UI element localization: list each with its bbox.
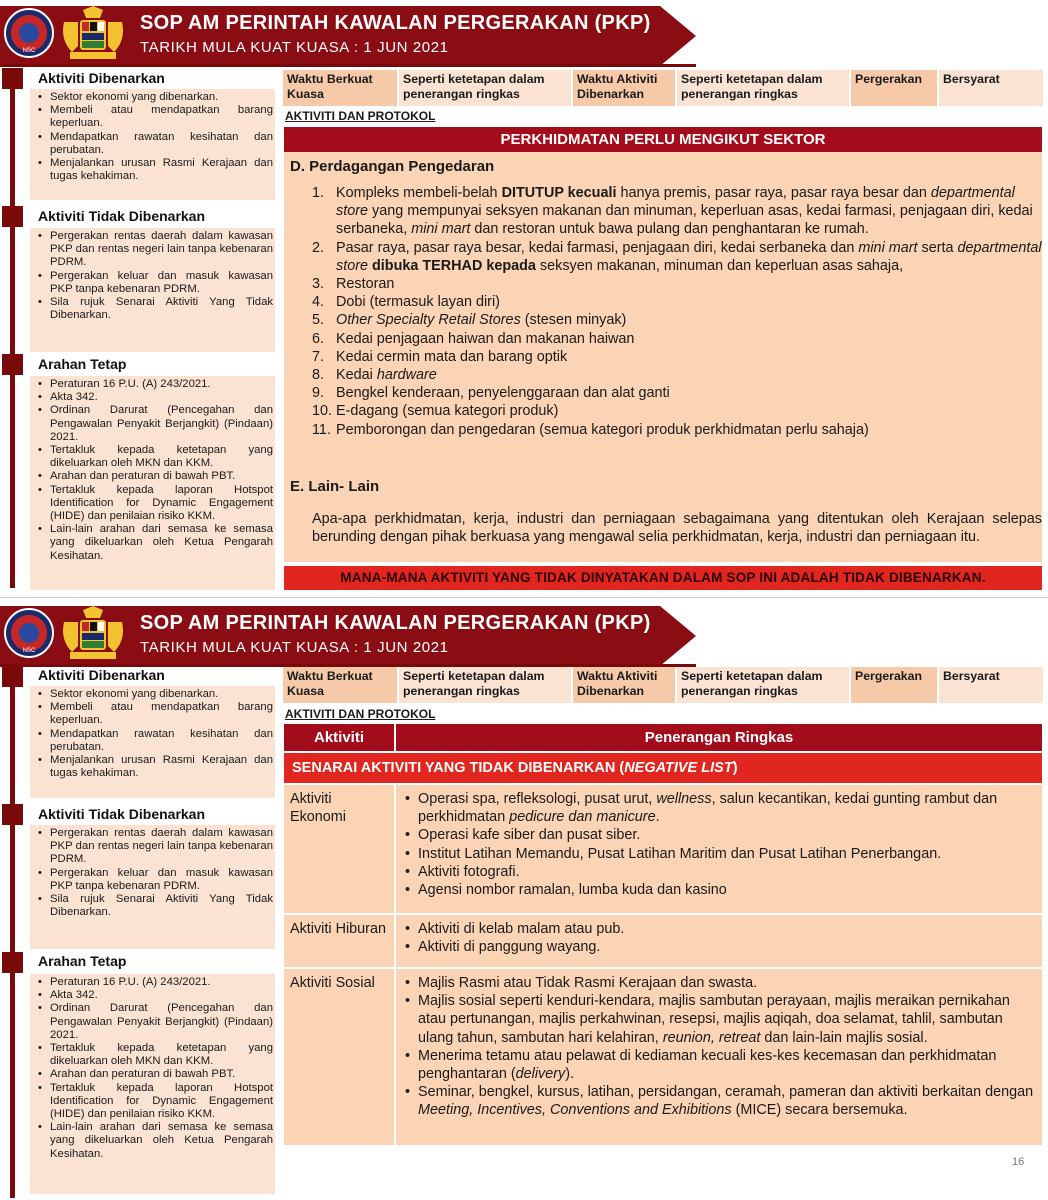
list-item: • Operasi spa, refleksologi, pusat urut, wellness, salun kecantikan, kedai gunting rambut dan perkhidmatan pedicure dan manicure. — [402, 790, 1036, 826]
page-title: SOP AM PERINTAH KAWALAN PERGERAKAN (PKP) — [140, 612, 651, 634]
section-marker-standing — [2, 952, 23, 973]
not-allowed-title: Aktiviti Tidak Dibenarkan — [38, 806, 206, 822]
row-body-economy — [396, 785, 1042, 913]
column-header-description: Penerangan Ringkas — [396, 724, 1042, 751]
item-number: 11. — [312, 421, 331, 438]
list-item: • Pergerakan rentas daerah dalam kawasan PKP dan rentas negeri lain tanpa kebenaran PDRM. — [36, 827, 273, 867]
list-item: • Lain-lain arahan dari semasa ke semasa yang dikeluarkan oleh Ketua Pengarah Kesihatan. — [36, 523, 273, 563]
list-item: • Menjalankan urusan Rasmi Kerajaan dan tugas kehakiman. — [36, 157, 273, 183]
item-text: Kedai cermin mata dan barang optik — [336, 348, 568, 365]
item-number: 3. — [312, 276, 325, 293]
warning-bar: MANA-MANA AKTIVITI YANG TIDAK DINYATAKAN DALAM SOP INI ADALAH TIDAK DIBENARKAN. — [284, 566, 1042, 590]
item-number: 4. — [312, 294, 325, 311]
allowed-title: Aktiviti Dibenarkan — [38, 667, 165, 683]
list-item: • Seminar, bengkel, kursus, latihan, persidangan, ceramah, pameran dan aktiviti berkaitan dengan Meeting, Incentives, Conventions and Exhibitions (MICE) secara bersemuka. — [402, 1083, 1036, 1119]
list-item: • Agensi nombor ramalan, lumba kuda dan kasino — [402, 881, 1036, 899]
column-header-activity: Aktiviti — [284, 724, 394, 751]
protocol-label: AKTIVITI DAN PROTOKOL — [285, 707, 436, 721]
negative-list-bar: SENARAI AKTIVITI YANG TIDAK DIBENARKAN (NEGATIVE LIST) — [284, 753, 1042, 783]
item-number: 10. — [312, 403, 333, 420]
numbered-item — [312, 402, 1042, 420]
sidebar-rail — [10, 68, 15, 588]
allowed-list — [36, 91, 273, 183]
section-marker-allowed — [2, 666, 23, 687]
list-item: • Ordinan Darurat (Pencegahan dan Pengawalan Penyakit Berjangkit) (Pindaan) 2021. — [36, 1002, 273, 1042]
effective-date: TARIKH MULA KUAT KUASA : 1 JUN 2021 — [140, 39, 449, 56]
info-cell-1: Waktu Berkuat Kuasa — [283, 70, 397, 106]
info-cell-3: Waktu Aktiviti Dibenarkan — [573, 667, 675, 703]
numbered-item — [312, 348, 1042, 366]
list-item: • Institut Latihan Memandu, Pusat Latihan Maritim dan Pusat Latihan Penerbangan. — [402, 845, 1036, 863]
item-text: Pemborongan dan pengedaran (semua kategori produk perkhidmatan perlu sahaja) — [336, 421, 869, 438]
list-item: • Sektor ekonomi yang dibenarkan. — [36, 688, 273, 701]
not-allowed-box — [30, 228, 275, 352]
numbered-item — [312, 239, 1042, 275]
effective-date: TARIKH MULA KUAT KUASA : 1 JUN 2021 — [140, 639, 449, 656]
standing-box — [30, 974, 275, 1194]
item-number: 5. — [312, 312, 325, 329]
info-cell-6: Bersyarat — [939, 70, 1043, 106]
numbered-item — [312, 311, 1042, 329]
list-item: • Aktiviti fotografi. — [402, 863, 1036, 881]
item-text: Pasar raya, pasar raya besar, kedai farmasi, penjagaan diri, kedai serbaneka dan mini mart serta departmental store dibuka TERHAD kepada seksyen makanan, minuman dan keperluan asas sahaja, — [336, 239, 1042, 274]
list-item: • Lain-lain arahan dari semasa ke semasa yang dikeluarkan oleh Ketua Pengarah Kesihatan. — [36, 1121, 273, 1161]
list-item: • Menerima tetamu atau pelawat di kediaman kecuali kes-kes kecemasan dan perkhidmatan penghantaran (delivery). — [402, 1047, 1036, 1083]
nsc-seal-icon — [4, 608, 54, 658]
allowed-title: Aktiviti Dibenarkan — [38, 70, 165, 86]
info-cell-2: Seperti ketetapan dalam penerangan ringkas — [399, 70, 571, 106]
item-text: Kedai hardware — [336, 367, 437, 384]
not-allowed-list — [36, 827, 273, 919]
list-item: • Akta 342. — [36, 989, 273, 1002]
info-row — [283, 70, 1043, 106]
numbered-item — [312, 275, 1042, 293]
list-item: • Arahan dan peraturan di bawah PBT. — [36, 470, 273, 483]
section-marker-not-allowed — [2, 804, 23, 825]
item-number: 6. — [312, 330, 325, 347]
standing-title: Arahan Tetap — [38, 953, 127, 969]
list-item: • Peraturan 16 P.U. (A) 243/2021. — [36, 378, 273, 391]
numbered-item — [312, 384, 1042, 402]
numbered-item — [312, 366, 1042, 384]
standing-list — [36, 378, 273, 563]
protocol-label: AKTIVITI DAN PROTOKOL — [285, 109, 436, 123]
allowed-list — [36, 688, 273, 780]
info-cell-5: Pergerakan — [851, 70, 937, 106]
section-marker-standing — [2, 354, 23, 375]
list-item: • Pergerakan keluar dan masuk kawasan PKP tanpa kebenaran PDRM. — [36, 867, 273, 893]
numbered-item — [312, 293, 1042, 311]
list-item: • Pergerakan keluar dan masuk kawasan PKP tanpa kebenaran PDRM. — [36, 270, 273, 296]
item-text: E-dagang (semua kategori produk) — [336, 403, 559, 420]
list-item: • Akta 342. — [36, 391, 273, 404]
list-item: • Majlis sosial seperti kenduri-kendara, majlis sambutan perayaan, majlis meraikan pernikahan atau pertunangan, majlis perkahwinan, resepsi, majlis aqiqah, doa selamat, tahlil, sambutan ulang tahun, sambutan hari kelahiran, reunion, retreat dan lain-lain majlis sosial. — [402, 992, 1036, 1047]
item-number: 2. — [312, 239, 325, 256]
not-allowed-title: Aktiviti Tidak Dibenarkan — [38, 208, 206, 224]
list-item: • Menjalankan urusan Rasmi Kerajaan dan tugas kehakiman. — [36, 754, 273, 780]
list-item: • Majlis Rasmi atau Tidak Rasmi Kerajaan dan swasta. — [402, 974, 1036, 992]
sidebar-rail — [10, 668, 15, 1198]
list-item: • Tertakluk kepada ketetapan yang dikeluarkan oleh MKN dan KKM. — [36, 1042, 273, 1068]
nsc-seal-icon — [4, 8, 54, 58]
not-allowed-list — [36, 230, 273, 322]
list-item: • Sila rujuk Senarai Aktiviti Yang Tidak Dibenarkan. — [36, 893, 273, 919]
item-number: 8. — [312, 367, 325, 384]
item-number: 7. — [312, 348, 325, 365]
header-underline — [0, 64, 696, 67]
list-item: • Pergerakan rentas daerah dalam kawasan PKP dan rentas negeri lain tanpa kebenaran PDRM. — [36, 230, 273, 270]
info-cell-4: Seperti ketetapan dalam penerangan ringkas — [677, 667, 849, 703]
numbered-item — [312, 421, 1042, 439]
standing-box — [30, 376, 275, 590]
section-e-heading: E. Lain- Lain — [290, 478, 380, 495]
allowed-box — [30, 686, 275, 798]
item-number: 9. — [312, 385, 325, 402]
numbered-item — [312, 184, 1042, 239]
not-allowed-box — [30, 825, 275, 949]
coat-of-arms-icon — [58, 606, 128, 662]
social-list — [402, 974, 1036, 1120]
slide-1 — [0, 0, 1048, 598]
list-item: • Sila rujuk Senarai Aktiviti Yang Tidak Dibenarkan. — [36, 296, 273, 322]
seal-text: NSC — [22, 648, 36, 654]
item-text: Bengkel kenderaan, penyelenggaraan dan alat ganti — [336, 385, 670, 402]
list-item: • Ordinan Darurat (Pencegahan dan Pengawalan Penyakit Berjangkit) (Pindaan) 2021. — [36, 404, 273, 444]
allowed-box — [30, 89, 275, 200]
item-text: Restoran — [336, 276, 395, 293]
item-text: Kompleks membeli-belah DITUTUP kecuali hanya premis, pasar raya, pasar raya besar dan departmental store yang mempunyai seksyen makanan dan minuman, keperluan asas, kedai farmasi, penjagaan diri, kedai serbaneka, mini mart dan restoran untuk bawa pulang dan penghantaran ke rumah. — [336, 185, 1033, 238]
list-item: • Tertakluk kepada ketetapan yang dikeluarkan oleh MKN dan KKM. — [36, 444, 273, 470]
info-cell-5: Pergerakan — [851, 667, 937, 703]
item-text: Dobi (termasuk layan diri) — [336, 294, 500, 311]
row-label-economy: Aktiviti Ekonomi — [284, 785, 394, 913]
list-item: • Tertakluk kepada laporan Hotspot Identification for Dynamic Engagement (HIDE) dan penilaian risiko KKM. — [36, 484, 273, 524]
standing-title: Arahan Tetap — [38, 356, 127, 372]
economy-list — [402, 790, 1036, 899]
section-e-text: Apa-apa perkhidmatan, kerja, industri dan perniagaan sebagaimana yang ditentukan oleh Kerajaan selepas berunding dengan pihak berkuasa yang mengawal selia perkhidmatan, kerja, industri dan perniagaan itu. — [312, 511, 1042, 546]
info-cell-2: Seperti ketetapan dalam penerangan ringkas — [399, 667, 571, 703]
row-body-entertainment — [396, 915, 1042, 967]
page-title: SOP AM PERINTAH KAWALAN PERGERAKAN (PKP) — [140, 12, 651, 34]
seal-text: NSC — [22, 48, 36, 54]
list-item: • Mendapatkan rawatan kesihatan dan perubatan. — [36, 131, 273, 157]
entertainment-list — [402, 920, 1036, 956]
coat-of-arms-icon — [58, 6, 128, 62]
info-cell-6: Bersyarat — [939, 667, 1043, 703]
row-label-entertainment: Aktiviti Hiburan — [284, 915, 394, 967]
sector-bar: PERKHIDMATAN PERLU MENGIKUT SEKTOR — [284, 127, 1042, 152]
section-d-heading: D. Perdagangan Pengedaran — [290, 158, 495, 175]
list-item: • Membeli atau mendapatkan barang keperluan. — [36, 701, 273, 727]
list-item: • Peraturan 16 P.U. (A) 243/2021. — [36, 976, 273, 989]
item-number: 1. — [312, 185, 325, 201]
list-item: • Mendapatkan rawatan kesihatan dan perubatan. — [36, 728, 273, 754]
numbered-item — [312, 330, 1042, 348]
section-marker-not-allowed — [2, 206, 23, 227]
list-item: • Arahan dan peraturan di bawah PBT. — [36, 1068, 273, 1081]
list-item: • Sektor ekonomi yang dibenarkan. — [36, 91, 273, 104]
list-item: • Membeli atau mendapatkan barang keperluan. — [36, 104, 273, 130]
row-body-social — [396, 969, 1042, 1145]
info-cell-1: Waktu Berkuat Kuasa — [283, 667, 397, 703]
section-marker-allowed — [2, 68, 23, 89]
list-item: • Aktiviti di panggung wayang. — [402, 938, 1036, 956]
page-number: 16 — [1012, 1156, 1025, 1168]
info-cell-3: Waktu Aktiviti Dibenarkan — [573, 70, 675, 106]
info-row — [283, 667, 1043, 703]
section-d-list — [312, 184, 1042, 439]
item-text: Other Specialty Retail Stores (stesen minyak) — [336, 312, 627, 329]
info-cell-4: Seperti ketetapan dalam penerangan ringkas — [677, 70, 849, 106]
standing-list — [36, 976, 273, 1161]
row-label-social: Aktiviti Sosial — [284, 969, 394, 1145]
list-item: • Tertakluk kepada laporan Hotspot Identification for Dynamic Engagement (HIDE) dan penilaian risiko KKM. — [36, 1082, 273, 1122]
list-item: • Aktiviti di kelab malam atau pub. — [402, 920, 1036, 938]
slide-2 — [0, 600, 1048, 1200]
list-item: • Operasi kafe siber dan pusat siber. — [402, 826, 1036, 844]
item-text: Kedai penjagaan haiwan dan makanan haiwan — [336, 330, 635, 347]
